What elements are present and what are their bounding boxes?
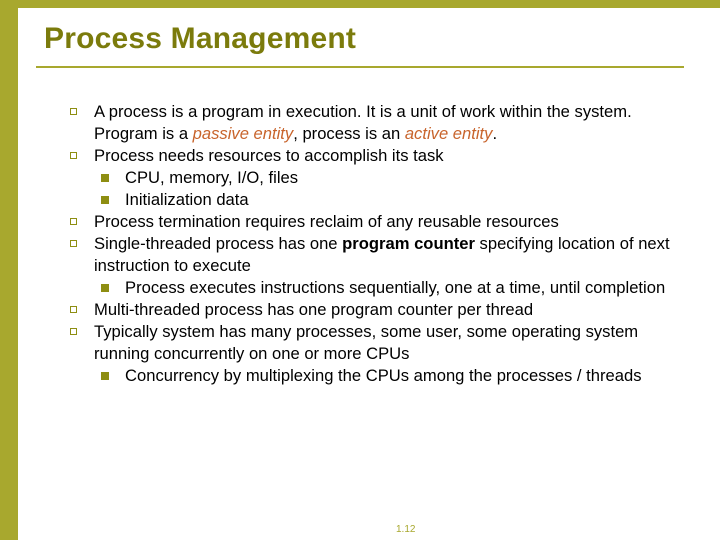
text-segment: Typically system has many processes, some user, some operating system running concurrently on one or more CPUs bbox=[94, 322, 639, 363]
bullet-text bbox=[125, 366, 642, 385]
bullet-text bbox=[125, 168, 298, 187]
solid-square-bullet-icon bbox=[101, 196, 109, 204]
bullet-text bbox=[94, 212, 559, 231]
left-accent-bar bbox=[0, 0, 18, 540]
bullet-item bbox=[70, 233, 670, 277]
text-segment: Process termination requires reclaim of any reusable resources bbox=[94, 212, 559, 231]
text-segment: specifying location of next instruction to execute bbox=[94, 234, 670, 275]
sub-bullet-item bbox=[101, 365, 670, 387]
slide-number: 1.12 bbox=[396, 524, 416, 535]
solid-square-bullet-icon bbox=[101, 284, 109, 292]
text-segment: Concurrency by multiplexing the CPUs among the processes / threads bbox=[125, 366, 642, 385]
top-accent-bar bbox=[0, 0, 720, 8]
title-underline bbox=[36, 66, 684, 68]
sub-bullet-item bbox=[101, 277, 670, 299]
text-segment: Initialization data bbox=[125, 190, 249, 209]
slide-title: Process Management bbox=[44, 22, 357, 55]
bullet-item bbox=[70, 101, 670, 145]
text-segment: Single-threaded process has one bbox=[94, 234, 343, 253]
hollow-square-bullet-icon bbox=[70, 328, 77, 335]
bullet-item bbox=[70, 211, 670, 233]
sub-bullet-item bbox=[101, 189, 670, 211]
hollow-square-bullet-icon bbox=[70, 152, 77, 159]
text-segment: A process is a program in execution. It is a unit of work within the system. Program is a bbox=[94, 102, 632, 143]
bullet-item bbox=[70, 321, 670, 365]
hollow-square-bullet-icon bbox=[70, 108, 77, 115]
hollow-square-bullet-icon bbox=[70, 306, 77, 313]
bullet-text bbox=[94, 234, 670, 275]
text-segment: Process executes instructions sequentially, one at a time, until completion bbox=[125, 278, 666, 297]
emphasis-text: active entity bbox=[404, 124, 493, 143]
text-segment: Multi-threaded process has one program counter per thread bbox=[94, 300, 534, 319]
text-segment: Process needs resources to accomplish its task bbox=[94, 146, 444, 165]
bullet-item bbox=[70, 299, 670, 321]
bullet-text bbox=[94, 300, 533, 319]
bullet-text bbox=[94, 102, 632, 143]
hollow-square-bullet-icon bbox=[70, 218, 77, 225]
text-segment: . bbox=[492, 124, 498, 143]
bullet-text bbox=[125, 278, 665, 297]
sub-bullet-item bbox=[101, 167, 670, 189]
bullet-list bbox=[70, 101, 670, 387]
bold-text: program counter bbox=[342, 234, 475, 253]
hollow-square-bullet-icon bbox=[70, 240, 77, 247]
emphasis-text: passive entity bbox=[192, 124, 294, 143]
solid-square-bullet-icon bbox=[101, 174, 109, 182]
bullet-text bbox=[94, 146, 444, 165]
bullet-item bbox=[70, 145, 670, 167]
text-segment: , process is an bbox=[293, 124, 405, 143]
bullet-text bbox=[125, 190, 249, 209]
text-segment: CPU, memory, I/O, files bbox=[125, 168, 299, 187]
solid-square-bullet-icon bbox=[101, 372, 109, 380]
bullet-text bbox=[94, 322, 638, 363]
